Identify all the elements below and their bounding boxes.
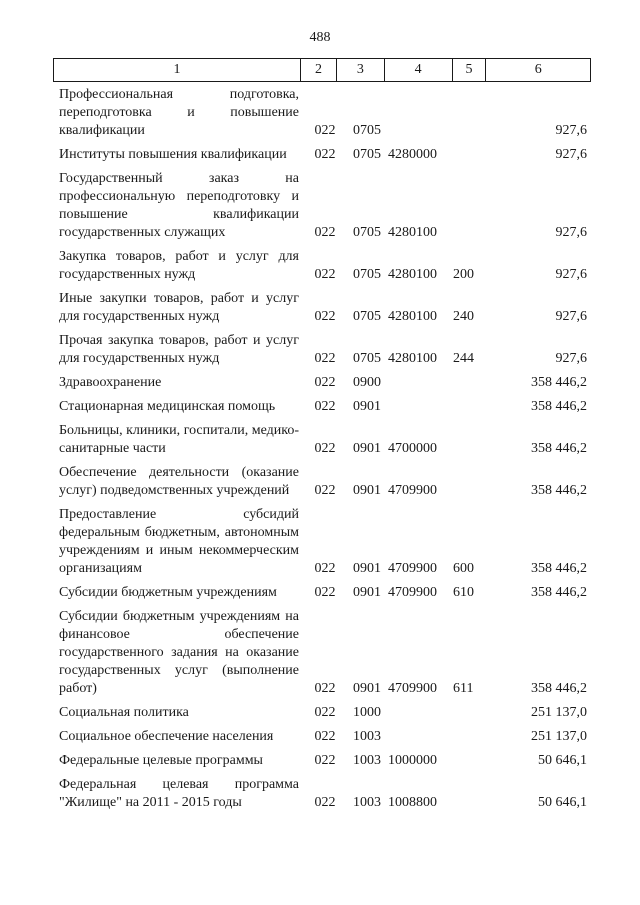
table-row — [53, 290, 591, 326]
table-row — [53, 170, 591, 242]
row-target: 4709900 — [388, 585, 437, 600]
row-name: Закупка товаров, работ и услуг для государственных нужд — [59, 249, 299, 282]
row-sum: 251 137,0 — [531, 705, 587, 720]
header-col-6: 6 — [534, 62, 542, 77]
header-col-2: 2 — [301, 59, 337, 81]
row-ministry: 022 — [314, 399, 336, 414]
row-ministry: 022 — [314, 705, 336, 720]
row-type: 610 — [453, 585, 474, 600]
row-target: 4709900 — [388, 561, 437, 576]
table-row — [53, 608, 591, 698]
row-name: Обеспечение деятельности (оказание услуг) подведомственных учреждений — [59, 465, 299, 498]
row-section: 0901 — [353, 399, 381, 414]
row-name: Профессиональная подготовка, переподготовка и повышение квалификации — [59, 87, 299, 138]
table-row — [53, 422, 591, 458]
row-sum: 358 446,2 — [531, 585, 587, 600]
page-number: 488 — [309, 30, 331, 45]
row-name: Здравоохранение — [59, 375, 162, 390]
row-name: Больницы, клиники, госпитали, медико-санитарные части — [59, 423, 299, 456]
table-row — [53, 584, 591, 602]
table-header — [53, 58, 591, 82]
header-col-1: 1 — [54, 59, 301, 81]
table-row — [53, 86, 591, 140]
table-row — [53, 704, 591, 722]
header-col-3: 3 — [337, 59, 385, 81]
row-ministry: 022 — [314, 561, 336, 576]
row-sum: 358 446,2 — [531, 483, 587, 498]
row-section: 0705 — [353, 147, 381, 162]
row-ministry: 022 — [314, 309, 336, 324]
row-target: 4709900 — [388, 681, 437, 696]
row-name: Федеральные целевые программы — [59, 753, 263, 768]
row-sum: 50 646,1 — [538, 795, 587, 810]
row-target: 1000000 — [388, 753, 437, 768]
row-sum: 358 446,2 — [531, 375, 587, 390]
row-sum: 50 646,1 — [538, 753, 587, 768]
row-name: Предоставление субсидий федеральным бюджетным, автономным учреждениям и иным некоммерческим организациям — [59, 507, 299, 576]
row-ministry: 022 — [314, 729, 336, 744]
row-type: 600 — [453, 561, 474, 576]
table-row — [53, 776, 591, 812]
row-name: Государственный заказ на профессиональную переподготовку и повышение квалификации государственных служащих — [59, 171, 299, 240]
row-section: 0901 — [353, 483, 381, 498]
row-section: 0705 — [353, 309, 381, 324]
table-row — [53, 146, 591, 164]
row-target: 4280100 — [388, 351, 437, 366]
row-section: 0705 — [353, 267, 381, 282]
header-col-5: 5 — [453, 59, 487, 81]
row-name: Социальное обеспечение населения — [59, 729, 274, 744]
header-col-4: 4 — [385, 59, 453, 81]
row-target: 4280100 — [388, 267, 437, 282]
row-ministry: 022 — [314, 225, 336, 240]
row-ministry: 022 — [314, 483, 336, 498]
row-section: 0900 — [353, 375, 381, 390]
row-target: 4280100 — [388, 225, 437, 240]
row-ministry: 022 — [314, 351, 336, 366]
row-section: 0901 — [353, 681, 381, 696]
row-sum: 927,6 — [555, 267, 587, 282]
row-type: 611 — [453, 681, 474, 696]
row-sum: 358 446,2 — [531, 441, 587, 456]
row-type: 200 — [453, 267, 474, 282]
row-ministry: 022 — [314, 585, 336, 600]
table-body — [53, 86, 591, 818]
row-ministry: 022 — [314, 375, 336, 390]
row-type: 240 — [453, 309, 474, 324]
row-section: 0705 — [353, 123, 381, 138]
row-section: 0901 — [353, 561, 381, 576]
row-name: Институты повышения квалификации — [59, 147, 287, 162]
row-type: 244 — [453, 351, 474, 366]
row-ministry: 022 — [314, 753, 336, 768]
row-section: 1003 — [353, 753, 381, 768]
row-target: 1008800 — [388, 795, 437, 810]
row-sum: 358 446,2 — [531, 681, 587, 696]
table-row — [53, 398, 591, 416]
row-sum: 927,6 — [555, 351, 587, 366]
row-name: Субсидии бюджетным учреждениям — [59, 585, 277, 600]
table-row — [53, 728, 591, 746]
row-sum: 927,6 — [555, 225, 587, 240]
row-section: 0901 — [353, 441, 381, 456]
row-ministry: 022 — [314, 795, 336, 810]
row-name: Стационарная медицинская помощь — [59, 399, 276, 414]
row-sum: 358 446,2 — [531, 399, 587, 414]
row-name: Субсидии бюджетным учреждениям на финансовое обеспечение государственного задания на оказание государственных услуг (выполнение работ) — [59, 609, 299, 696]
table-row — [53, 248, 591, 284]
table-row — [53, 464, 591, 500]
row-section: 0901 — [353, 585, 381, 600]
row-name: Социальная политика — [59, 705, 189, 720]
row-ministry: 022 — [314, 147, 336, 162]
table-row — [53, 506, 591, 578]
row-name: Иные закупки товаров, работ и услуг для государственных нужд — [59, 291, 299, 324]
row-sum: 251 137,0 — [531, 729, 587, 744]
row-section: 0705 — [353, 225, 381, 240]
row-target: 4280100 — [388, 309, 437, 324]
row-ministry: 022 — [314, 267, 336, 282]
row-section: 1003 — [353, 729, 381, 744]
row-name: Прочая закупка товаров, работ и услуг для государственных нужд — [59, 333, 299, 366]
row-target: 4709900 — [388, 483, 437, 498]
row-sum: 358 446,2 — [531, 561, 587, 576]
row-sum: 927,6 — [555, 147, 587, 162]
table-row — [53, 374, 591, 392]
table-row — [53, 332, 591, 368]
row-target: 4280000 — [388, 147, 437, 162]
row-section: 1000 — [353, 705, 381, 720]
row-sum: 927,6 — [555, 309, 587, 324]
row-name: Федеральная целевая программа "Жилище" на 2011 - 2015 годы — [59, 777, 299, 810]
row-ministry: 022 — [314, 681, 336, 696]
table-row — [53, 752, 591, 770]
row-ministry: 022 — [314, 441, 336, 456]
row-section: 0705 — [353, 351, 381, 366]
row-sum: 927,6 — [555, 123, 587, 138]
row-target: 4700000 — [388, 441, 437, 456]
row-section: 1003 — [353, 795, 381, 810]
row-ministry: 022 — [314, 123, 336, 138]
